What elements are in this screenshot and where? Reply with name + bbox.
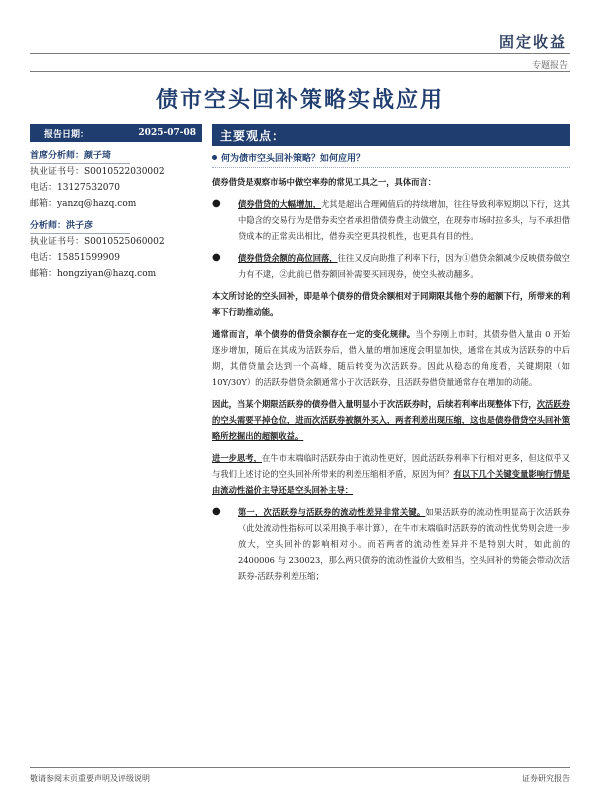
bullet-text [238,250,570,282]
bullet-item [212,504,570,584]
header-rule-bottom [30,71,570,72]
bullet-head: 债券借贷余额的高位回落， [238,253,338,263]
intro-paragraph: 债券借贷是观察市场中做空率券的常见工具之一，具体而言： [212,177,437,187]
paragraph-definition: 本文所讨论的空头回补，即是单个债券的借贷余额相对于同期限其他个券的超额下行，所带来的利率下行助推动能。 [212,291,570,317]
bullet-head: 第一，次活跃券与活跃券的流动性差异非常关键。 [238,507,426,517]
bullet-body: 往往又反向助推了利率下行，因为①借贷余额减少反映债券做空力有不逮，②此前已借券额回补需要买回现券，使空头被动翻多。 [238,253,570,279]
paragraph-part-b: 次活跃券的空头需要平掉仓位，进而次活跃券被额外买入，两者利差出现压缩，这也是债券借贷空头回补策略所挖掘出的超额收益。 [212,399,570,441]
paragraph-body: 当个券刚上市时，其债券借入量由 0 开始逐步增加，随后在其成为活跃券后，借入量的增加速度会明显加快，通常在其成为活跃券的中后期，其借贷量会达到一个高峰，随后转变为次活跃券。因此从稳态的角度看，关键期限（如 10Y/30Y）的活跃券借贷余额通常小于次活跃券，且活跃券借贷量通常存在增加的动能。 [212,329,570,387]
report-date-label: 报告日期： [44,129,90,140]
bullet-icon: ● [212,198,221,209]
analyst-role: 分析师：洪子彦 [30,218,130,234]
bullet-icon: ● [212,252,221,263]
analyst-block-2 [30,218,202,282]
analyst-email: 邮箱：yanzq@hazq.com [30,199,137,209]
paragraph-pattern [212,326,570,390]
paragraph-question: 有以下几个关键变量影响行情是由流动性溢价主导还是空头回补主导： [212,469,570,495]
report-date: 2025-07-08 [138,128,196,138]
bullet-body: 如果活跃券的流动性明显高于次活跃券（此处流动性指标可以采用换手率计算），在牛市末端临时活跃券的流动性优势则会进一步放大，空头回补的影响相对小。而若两者的流动性差异并不是特别大时，如此前的 2400006 与 230023，那么两只债券的流动性溢价大致相当，空头回补的势能会带动次活跃券-活跃券利差压缩； [238,507,570,581]
paragraph-conclusion [212,396,570,444]
report-title: 债市空头回补策略实战应用 [155,87,444,113]
paragraph-further [212,450,570,498]
paragraph-body: 在牛市末端临时活跃券由于流动性更好，因此活跃券利率下行相对更多，但这似乎又与我们上述讨论的空头回补所带来的利差压缩相矛盾，原因为何？ [212,453,570,479]
report-category: 固定收益 [498,33,567,51]
paragraph-part-a: 因此，当某个期限活跃券的债券借入量明显小于次活跃券时，后续若利率出现整体下行， [212,399,537,409]
bullet-icon: ● [212,506,221,517]
main-content [212,124,570,584]
analyst-cert: 执业证书号：S0010525060002 [30,237,165,247]
paragraph-head: 通常而言，单个债券的借贷余额存在一定的变化规律。 [212,329,416,339]
bullet-body: 尤其是超出合理阈值后的持续增加，往往导致利率短期以下行，这其中隐含的交易行为是借券卖空者承担借债券费主动做空，在现券市场时拉多头，与不承担借贷成本的正常卖出相比，借券卖空更具投机性，也更具有目的性。 [238,199,570,241]
analyst-cert: 执业证书号：S0010522030002 [30,167,165,177]
analyst-phone: 电话：15851599909 [30,253,120,263]
footer-rule [30,767,570,768]
report-subtype: 专题报告 [531,61,568,71]
key-points-header: 主要观点： [212,124,570,146]
sidebar [30,124,202,282]
bullet-item [212,196,570,244]
paragraph-head: 进一步思考， [212,453,262,463]
header-rule-top [30,53,570,54]
footer-label: 证券研究报告 [522,774,570,783]
disclaimer-note: 敬请参阅末页重要声明及评级说明 [30,774,150,783]
analyst-email: 邮箱：hongziyan@hazq.com [30,269,157,279]
bullet-dot-icon [212,155,217,160]
bullet-head: 债券借贷的大幅增加， [238,199,321,209]
report-date-bar [30,124,202,142]
section-question-text: 何为债市空头回补策略？如何应用？ [221,154,366,164]
bullet-item [212,250,570,282]
analyst-phone: 电话：13127532070 [30,183,120,193]
bullet-text [238,196,570,244]
analyst-block-1 [30,148,202,212]
bullet-text [238,504,570,584]
analyst-role: 首席分析师：颜子琦 [30,148,130,164]
section-question [212,151,570,168]
